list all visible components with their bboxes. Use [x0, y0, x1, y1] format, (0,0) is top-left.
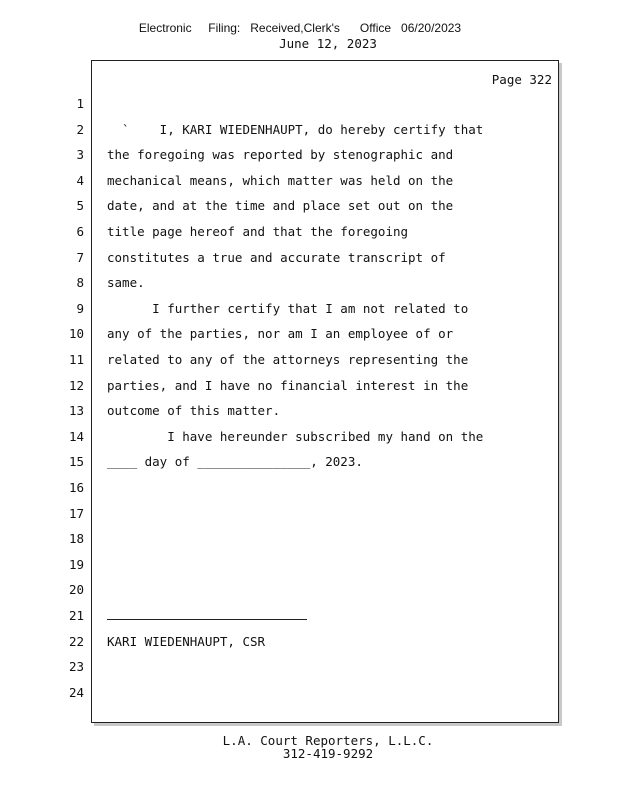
line-text: KARI WIEDENHAUPT, CSR — [107, 634, 266, 649]
line-text: the foregoing was reported by stenographic and — [107, 147, 454, 162]
line-number: 2 — [76, 122, 84, 137]
line-text: ____ day of _______________, 2023. — [107, 454, 363, 469]
line-number: 24 — [68, 685, 84, 700]
line-text: date, and at the time and place set out on the — [107, 198, 454, 213]
line-number: 1 — [76, 96, 84, 111]
line-text: title page hereof and that the foregoing — [107, 224, 409, 239]
line-number: 13 — [68, 403, 84, 418]
line-number: 3 — [76, 147, 84, 162]
line-number: 7 — [76, 250, 84, 265]
footer-company: L.A. Court Reporters, L.L.C. — [222, 733, 434, 748]
line-text: I further certify that I am not related to — [107, 301, 469, 316]
line-number: 16 — [68, 480, 84, 495]
line-text: I have hereunder subscribed my hand on the — [107, 429, 484, 444]
line-text: any of the parties, nor am I an employee of or — [107, 326, 454, 341]
line-text: same. — [107, 275, 145, 290]
line-number: 10 — [68, 326, 84, 341]
filing-stamp: Electronic Filing: Received,Clerk's Office 06/20/2023 — [138, 21, 462, 35]
line-number: 11 — [68, 352, 84, 367]
line-number: 20 — [68, 582, 84, 597]
line-text: mechanical means, which matter was held on the — [107, 173, 454, 188]
line-number: 19 — [68, 557, 84, 572]
line-number: 15 — [68, 454, 84, 469]
line-number: 14 — [68, 429, 84, 444]
line-text: ` I, KARI WIEDENHAUPT, do hereby certify that — [107, 122, 484, 137]
line-text: related to any of the attorneys representing the — [107, 352, 469, 367]
line-number: 6 — [76, 224, 84, 239]
line-text: parties, and I have no financial interest in the — [107, 378, 469, 393]
line-number: 4 — [76, 173, 84, 188]
footer-phone: 312-419-9292 — [282, 746, 374, 761]
line-number: 9 — [76, 301, 84, 316]
line-number: 5 — [76, 198, 84, 213]
line-number: 23 — [68, 659, 84, 674]
line-text: constitutes a true and accurate transcript of — [107, 250, 446, 265]
line-number: 18 — [68, 531, 84, 546]
line-number: 22 — [68, 634, 84, 649]
line-number: 21 — [68, 608, 84, 623]
line-number: 17 — [68, 506, 84, 521]
line-number: 12 — [68, 378, 84, 393]
line-text: outcome of this matter. — [107, 403, 281, 418]
header-date: June 12, 2023 — [279, 36, 377, 51]
page-number: Page 322 — [491, 72, 552, 87]
signature-line — [107, 619, 307, 620]
line-number: 8 — [76, 275, 84, 290]
